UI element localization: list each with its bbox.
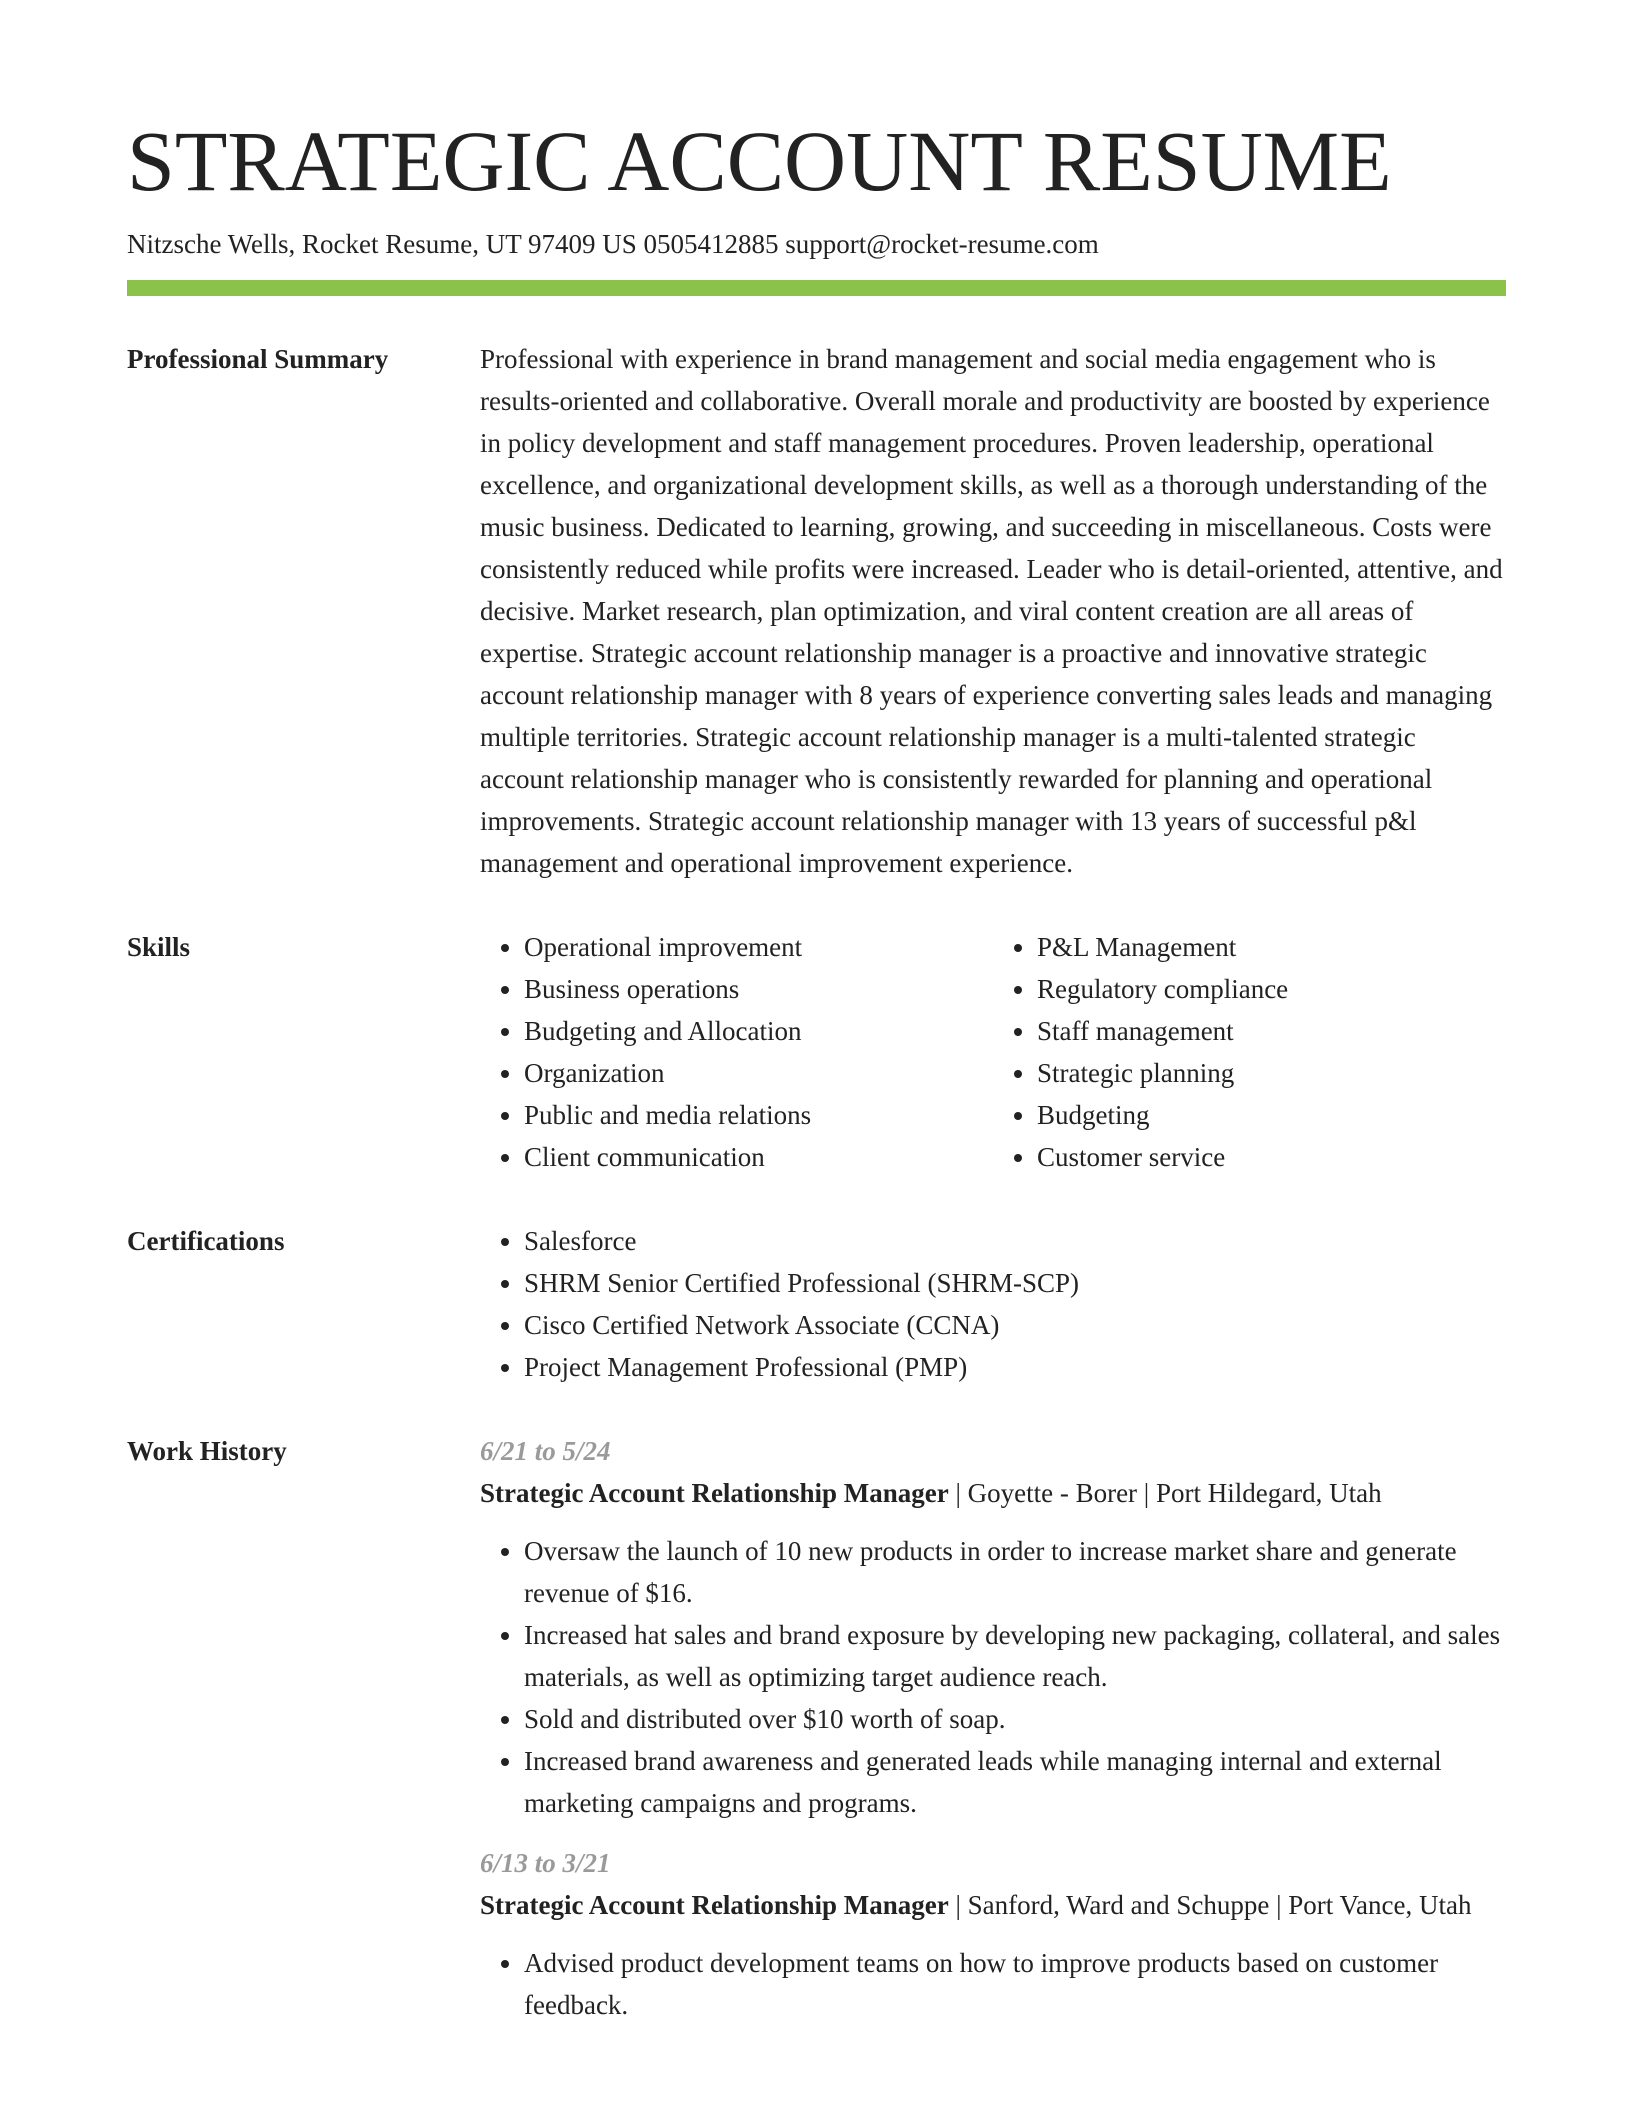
skill-item: • Client communication [524,1136,993,1178]
certification-item: • Cisco Certified Network Associate (CCNA) [524,1304,1506,1346]
certification-item: • SHRM Senior Certified Professional (SHRM-SCP) [524,1262,1506,1304]
skill-item: • Operational improvement [524,926,993,968]
accent-divider [127,280,1506,296]
certification-item: • Salesforce [524,1220,1506,1262]
skills-column-right [993,926,1506,1178]
skill-item: • Staff management [1037,1010,1506,1052]
skill-item: • Customer service [1037,1136,1506,1178]
job-employer-location: | Sanford, Ward and Schuppe | Port Vance, Utah [948,1890,1472,1921]
work-history-heading: Work History [127,1436,287,1467]
summary-body [480,338,1506,884]
skills-section [127,934,1506,1178]
job-bullet: • Sold and distributed over $10 worth of soap. [524,1698,1506,1740]
work-history-body [480,1430,1506,2026]
certification-item: • Project Management Professional (PMP) [524,1346,1506,1388]
summary-heading: Professional Summary [127,344,389,375]
job-title: Strategic Account Relationship Manager [480,1478,949,1509]
job-title: Strategic Account Relationship Manager [480,1890,949,1921]
job-entry [480,1842,1506,2026]
skills-body [480,926,1506,1178]
job-bullet: • Oversaw the launch of 10 new products in order to increase market share and generate revenue of $16. [524,1530,1506,1614]
resume-title: STRATEGIC ACCOUNT RESUME [127,113,1392,209]
work-history-section [127,1438,1506,2026]
job-bullet: • Increased hat sales and brand exposure by developing new packaging, collateral, and sales materials, as well as optimizing target audience reach. [524,1614,1506,1698]
job-bullets [480,1942,1506,2026]
contact-line: Nitzsche Wells, Rocket Resume, UT 97409 US 0505412885 support@rocket-resume.com [127,229,1099,259]
skills-heading: Skills [127,932,191,963]
certifications-body [480,1220,1506,1388]
skill-item: • Budgeting [1037,1094,1506,1136]
skills-column-left [480,926,993,1178]
skill-item: • Strategic planning [1037,1052,1506,1094]
skill-item: • Organization [524,1052,993,1094]
job-entry [480,1430,1506,1824]
summary-section [127,346,1506,884]
summary-text: Professional with experience in brand management and social media engagement who is results-oriented and collaborative. Overall morale and productivity are boosted by experience in policy development and staff management procedures. Proven leadership, operational excellence, and organizational development skills, as well as a thorough understanding of the music business. Dedicated to learning, growing, and succeeding in miscellaneous. Costs were consistently reduced while profits were increased. Leader who is detail-oriented, attentive, and decisive. Market research, plan optimization, and viral content creation are all areas of expertise. Strategic account relationship manager is a proactive and innovative strategic account relationship manager with 8 years of experience converting sales leads and managing multiple territories. Strategic account relationship manager is a multi-talented strategic account relationship manager who is consistently rewarded for planning and operational improvements. Strategic account relationship manager with 13 years of successful p&l management and operational improvement experience. [480,344,1503,879]
job-bullet: • Increased brand awareness and generated leads while managing internal and external marketing campaigns and programs. [524,1740,1506,1824]
job-bullets [480,1530,1506,1824]
job-dates: 6/21 to 5/24 [480,1436,611,1467]
certifications-list [480,1220,1506,1388]
job-employer-location: | Goyette - Borer | Port Hildegard, Utah [948,1478,1382,1509]
skill-item: • Regulatory compliance [1037,968,1506,1010]
skill-item: • Public and media relations [524,1094,993,1136]
job-dates: 6/13 to 3/21 [480,1848,611,1879]
skill-item: • Business operations [524,968,993,1010]
certifications-heading: Certifications [127,1226,285,1257]
skill-item: • P&L Management [1037,926,1506,968]
certifications-section [127,1228,1506,1388]
job-heading [480,1884,1506,1926]
job-heading [480,1472,1506,1514]
job-bullet: • Advised product development teams on how to improve products based on customer feedback. [524,1942,1506,2026]
skill-item: • Budgeting and Allocation [524,1010,993,1052]
